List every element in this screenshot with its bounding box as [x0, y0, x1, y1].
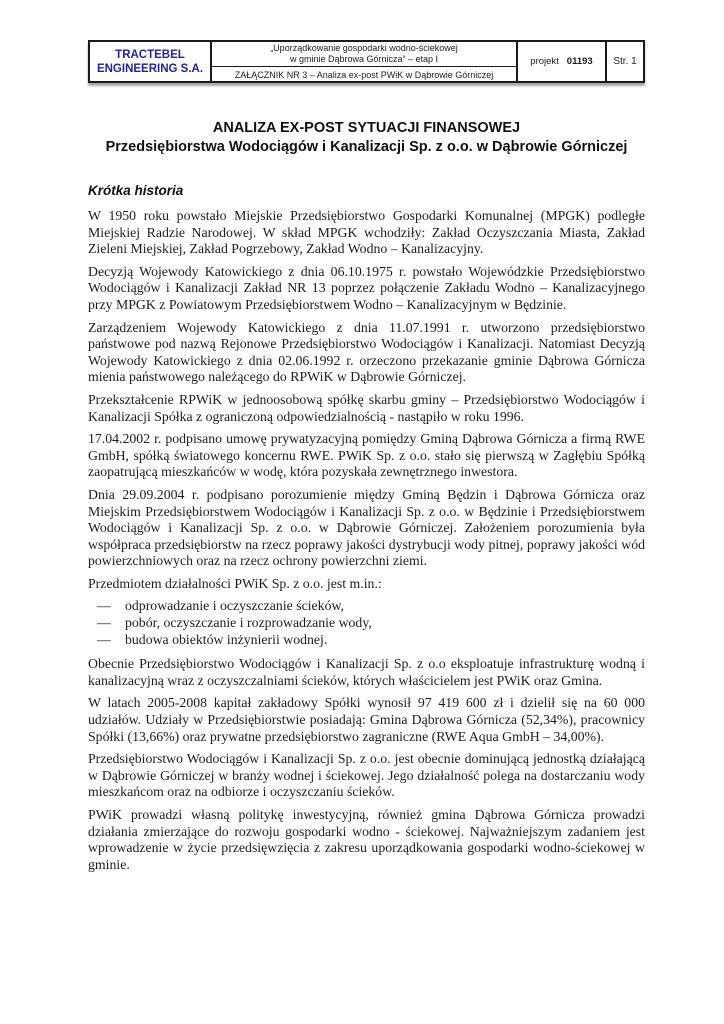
paragraph: Przedsiębiorstwo Wodociągów i Kanalizacji Sp. z o.o. jest obecnie dominującą jednostką działającą w Dąbrowie Górniczej w branży wodnej i ściekowej. Jego działalność polega na dostarczaniu wody mieszkańcom oraz na odbiorze i oczyszczaniu ścieków.	[88, 751, 645, 800]
project-number-cell	[518, 42, 607, 81]
document-title	[88, 119, 645, 157]
attachment-label: ZAŁĄCZNIK NR 3 – Analiza ex-post PWiK w Dąbrowie Górniczej	[234, 69, 494, 80]
project-label: projekt	[530, 56, 559, 67]
header-table	[88, 40, 645, 83]
document-title-line1: ANALIZA EX-POST SYTUACJI FINANSOWEJ	[212, 120, 521, 136]
paragraph: Zarządzeniem Wojewody Katowickiego z dnia 11.07.1991 r. utworzono przedsiębiorstwo państwowe pod nazwą Rejonowe Przedsiębiorstwo Wodociągów i Kanalizacji. Natomiast Decyzją Wojewody Katowickiego z dnia 02.06.1992 r. orzeczono przekazanie gminie Dąbrowa Górnicza mienia państwowego należącego do RPWiK w Dąbrowie Górniczej.	[88, 319, 645, 385]
dash-marker: —	[97, 631, 111, 647]
paragraph: Dnia 29.09.2004 r. podpisano porozumienie między Gminą Będzin i Dąbrowa Górnicza oraz Miejskim Przedsiębiorstwem Wodociągów i Kanalizacji Sp. z o.o. w Będzinie i Przedsiębiorstwem Wodociągów i Kanalizacji Sp. z o.o. w Dąbrowie Górniczej. Założeniem porozumienia była współpraca przedsiębiorstw na rzecz poprawy jakości dystrybucji wody pitnej, poprawy jakości wód powierzchniowych oraz na rzecz ochrony powierzchni ziemi.	[88, 486, 645, 569]
dash-marker: —	[97, 598, 111, 614]
paragraph: Przedmiotem działalności PWiK Sp. z o.o. jest m.in.:	[88, 575, 382, 591]
paragraph: W 1950 roku powstało Miejskie Przedsiębiorstwo Gospodarki Komunalnej (MPGK) podległe Miejskiej Radzie Narodowej. W skład MPGK wchodziły: Zakład Oczyszczania Miasta, Zakład Zieleni Miejskiej, Zakład Pogrzebowy, Zakład Wodno – Kanalizacyjny.	[88, 208, 645, 257]
section-heading: Krótka historia	[88, 183, 184, 198]
paragraph: PWiK prowadzi własną politykę inwestycyjną, również gmina Dąbrowa Górnicza prowadzi działania zmierzające do rozwoju gospodarki wodno - ściekowej. Najważniejszym zadaniem jest wprowadzenie w życie przedsięwzięcia z zakresu uporządkowania gospodarki wodno-ściekowej w gminie.	[88, 807, 645, 872]
list-item-text: pobór, oczyszczanie i rozprowadzanie wody,	[125, 615, 372, 631]
list-item	[88, 632, 645, 649]
body-text	[88, 208, 645, 873]
paragraph: Przekształcenie RPWiK w jednoosobową spółkę skarbu gminy – Przedsiębiorstwo Wodociągów i Kanalizacji Spółka z ograniczoną odpowiedzialnością - nastąpiło w roku 1996.	[88, 391, 645, 424]
project-title-line2: w gminie Dąbrowa Górnicza” – etap I	[289, 54, 439, 64]
list-item-text: odprowadzanie i oczyszczanie ścieków,	[125, 598, 344, 614]
paragraph: Decyzją Wojewody Katowickiego z dnia 06.10.1975 r. powstało Wojewódzkie Przedsiębiorstwo Wodociągów i Kanalizacji Zakład NR 13 poprzez połączenie Zakładu Wodno – Kanalizacyjnego przy MPGK z Powiatowym Przedsiębiorstwem Wodno – Kanalizacyjnym w Będzinie.	[88, 263, 645, 312]
page-content	[88, 40, 645, 879]
company-logo-cell	[90, 42, 212, 81]
paragraph: Obecnie Przedsiębiorstwo Wodociągów i Kanalizacji Sp. z o.o eksploatuje infrastrukturę wodną i kanalizacyjną wraz z oczyszczalniami ścieków, których właścicielem jest PWiK oraz Gmina.	[88, 656, 645, 688]
dash-marker: —	[97, 615, 111, 631]
project-title-cell	[212, 42, 518, 81]
document-title-line2: Przedsiębiorstwa Wodociągów i Kanalizacji Sp. z o.o. w Dąbrowie Górniczej	[105, 139, 628, 155]
list-item	[88, 598, 645, 615]
list-item	[88, 615, 645, 632]
project-title-line1: „Uporządkowanie gospodarki wodno-ściekowej	[270, 43, 458, 53]
paragraph: W latach 2005-2008 kapitał zakładowy Spółki wynosił 97 419 600 zł i dzielił się na 60 000 udziałów. Udziały w Przedsiębiorstwie posiadają: Gmina Dąbrowa Górnicza (52,34%), pracownicy Spółki (13,66%) oraz prywatne przedsiębiorstwo zagraniczne (RWE Aqua GmbH – 34,00%).	[88, 695, 645, 744]
paragraph: 17.04.2002 r. podpisano umowę prywatyzacyjną pomiędzy Gminą Dąbrowa Górnicza a firmą RWE GmbH, spółką światowego koncernu RWE. PWiK Sp. z o.o. stało się pierwszą w Zagłębiu Spółką zaopatrującą mieszkańców w wodę, która pozyskała zewnętrznego inwestora.	[88, 431, 645, 480]
company-name-line1: TRACTEBEL	[115, 48, 185, 61]
activity-list	[88, 598, 645, 648]
list-item-text: budowa obiektów inżynierii wodnej.	[125, 631, 328, 647]
page-number-cell: Str. 1	[613, 56, 637, 67]
project-title	[212, 42, 516, 67]
project-number: 01193	[566, 56, 593, 67]
company-name-line2: ENGINEERING S.A.	[96, 62, 204, 75]
